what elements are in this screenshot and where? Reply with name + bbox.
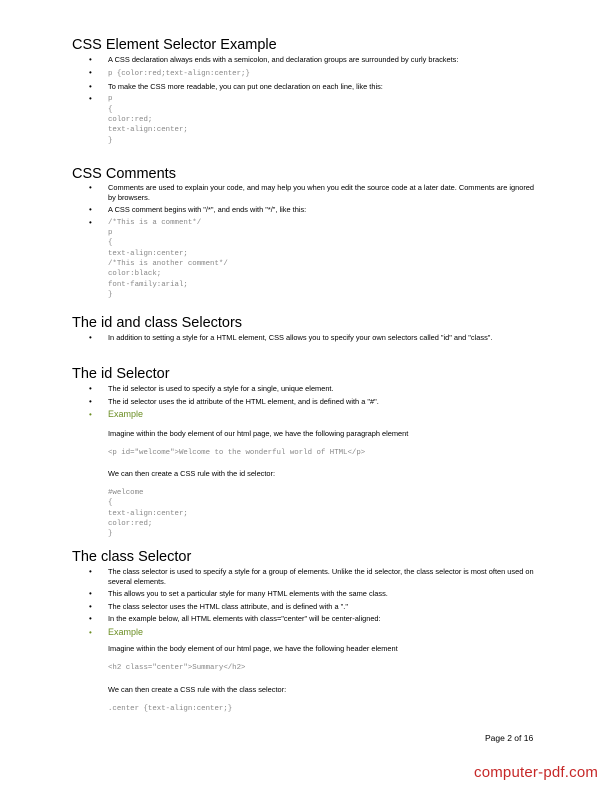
list-id-selector bbox=[72, 384, 542, 423]
code-line: • p bbox=[108, 95, 113, 104]
code-line: } bbox=[108, 136, 113, 145]
list-item: • To make the CSS more readable, you can put one declaration on each line, like this: bbox=[72, 82, 542, 92]
code-line: text-align:center; bbox=[108, 509, 188, 518]
code-line: { bbox=[108, 239, 113, 248]
heading-class-selector: The class Selector bbox=[72, 549, 192, 565]
class-then-text: We can then create a CSS rule with the class selector: bbox=[108, 685, 287, 694]
code-line: text-align:center; bbox=[108, 126, 188, 135]
heading-id-selector: The id Selector bbox=[72, 366, 170, 382]
code-line: font-family:arial; bbox=[108, 280, 188, 289]
code-inline: p {color:red;text-align:center;} bbox=[108, 69, 250, 78]
list-item: • The class selector is used to specify a style for a group of elements. Unlike the id selector, the class selector is most often used on several elements. bbox=[72, 567, 542, 586]
code-line: { bbox=[108, 499, 113, 508]
code-line: #welcome bbox=[108, 489, 144, 497]
list-item: • The id selector uses the id attribute of the HTML element, and is defined with a "#". bbox=[72, 397, 542, 407]
code-line: text-align:center; bbox=[108, 249, 188, 258]
list-item: • A CSS comment begins with "/*", and ends with "*/", like this: bbox=[72, 205, 542, 215]
list-element-selector bbox=[72, 55, 542, 149]
example-label: • Example bbox=[72, 627, 542, 638]
list-item bbox=[72, 94, 542, 145]
id-html-code: <p id="welcome">Welcome to the wonderful world of HTML</p> bbox=[108, 449, 366, 457]
list-item: • In the example below, all HTML elements with class="center" will be center-aligned: bbox=[72, 614, 542, 624]
list-class-selector bbox=[72, 567, 542, 641]
list-id-class bbox=[72, 333, 542, 346]
list-item bbox=[72, 218, 542, 300]
class-intro-text: Imagine within the body element of our html page, we have the following header element bbox=[108, 644, 398, 653]
heading-comments: CSS Comments bbox=[72, 166, 176, 182]
id-then-text: We can then create a CSS rule with the id selector: bbox=[108, 469, 276, 478]
list-item: • In addition to setting a style for a HTML element, CSS allows you to specify your own selectors called "id" and "class". bbox=[72, 333, 542, 343]
heading-id-class: The id and class Selectors bbox=[72, 315, 243, 331]
code-line: color:red; bbox=[108, 519, 153, 528]
code-line: { bbox=[108, 105, 113, 114]
list-item: • The class selector uses the HTML class attribute, and is defined with a "." bbox=[72, 602, 542, 612]
class-css-rule: .center {text-align:center;} bbox=[108, 705, 233, 713]
class-html-code: <h2 class="center">Summary</h2> bbox=[108, 664, 246, 672]
list-item: • The id selector is used to specify a style for a single, unique element. bbox=[72, 384, 542, 394]
code-line: } bbox=[108, 530, 113, 539]
list-comments bbox=[72, 183, 542, 303]
code-line: } bbox=[108, 290, 113, 299]
code-line: color:red; bbox=[108, 116, 153, 125]
page-number: Page 2 of 16 bbox=[485, 733, 534, 743]
id-intro-text: Imagine within the body element of our html page, we have the following paragraph element bbox=[108, 429, 409, 438]
code-line: p bbox=[108, 229, 113, 238]
code-line: • /*This is a comment*/ bbox=[108, 218, 202, 227]
list-item bbox=[72, 68, 542, 79]
list-item: • This allows you to set a particular style for many HTML elements with the same class. bbox=[72, 589, 542, 599]
code-line: color:black; bbox=[108, 270, 162, 279]
code-line: /*This is another comment*/ bbox=[108, 259, 228, 268]
id-css-code bbox=[108, 488, 188, 539]
brand-watermark: computer-pdf.com bbox=[474, 764, 599, 781]
list-item: • Comments are used to explain your code, and may help you when you edit the source code at a later date. Comments are ignored by browsers. bbox=[72, 183, 542, 202]
list-item: • A CSS declaration always ends with a semicolon, and declaration groups are surrounded by curly brackets: bbox=[72, 55, 542, 65]
heading-element-selector: CSS Element Selector Example bbox=[72, 37, 277, 53]
example-label: • Example bbox=[72, 409, 542, 420]
